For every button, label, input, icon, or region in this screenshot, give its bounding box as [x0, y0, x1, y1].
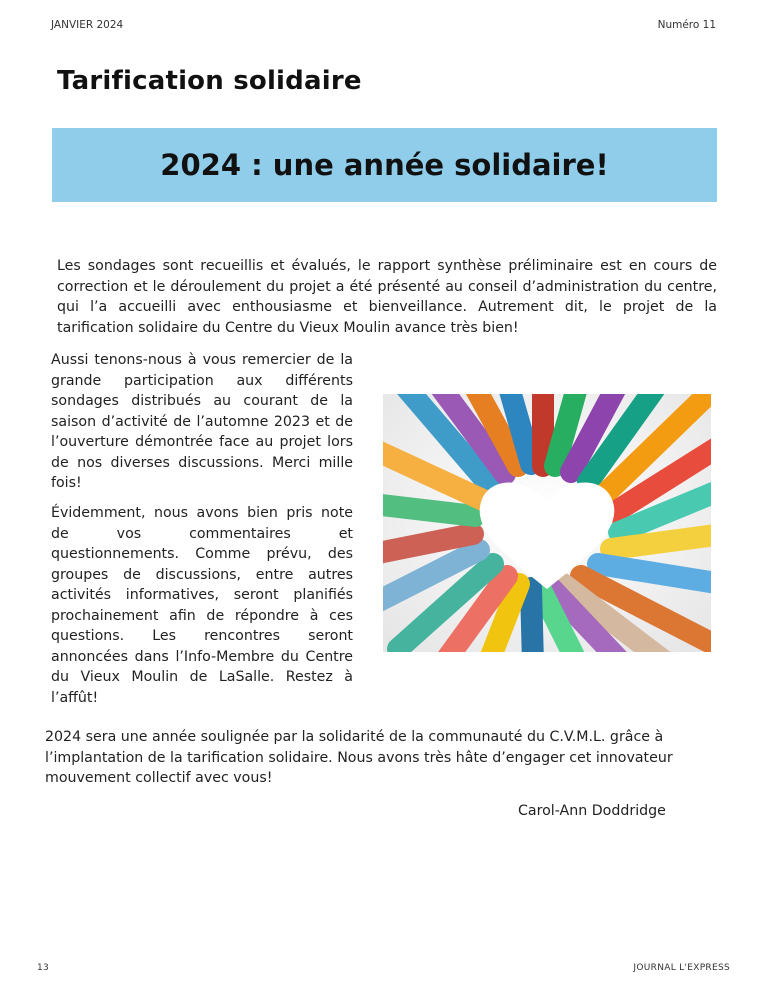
author-signature: Carol-Ann Doddridge: [518, 803, 666, 819]
feedback-paragraph: Évidemment, nous avons bien pris note de vos commentaires et questionnements. Comme prévu, des groupes de discussions, entre autres activités informatives, seront planifiés prochainement afin de répondre à ces questions. Les rencontres seront annoncées dans l’Info-Membre du Centre du Vieux Moulin de LaSalle. Restez à l’affût!: [51, 505, 353, 706]
article-title: Tarification solidaire: [57, 66, 362, 96]
publication-name: JOURNAL L'EXPRESS: [633, 963, 730, 973]
intro-paragraph: Les sondages sont recueillis et évalués, le rapport synthèse préliminaire est en cours de correction et le déroulement du projet a été présenté au conseil d’administration du centre, qui l’a accueilli avec enthousiasme et bienveillance. Autrement dit, le projet de la tarification solidaire du Centre du Vieux Moulin avance très bien!: [57, 258, 717, 336]
page-number: 13: [37, 963, 50, 973]
closing-paragraph: 2024 sera une année soulignée par la solidarité de la communauté du C.V.M.L. grâce à l’implantation de la tarification solidaire. Nous avons très hâte d’engager cet innovateur mouvement collectif avec vous!: [45, 729, 673, 786]
hands-heart-illustration: [383, 394, 711, 652]
thanks-paragraph: Aussi tenons-nous à vous remercier de la grande participation aux différents sondages distribués au courant de la saison d’activité de l’automne 2023 et de l’ouverture démontrée face au projet lors de nos diverses discussions. Merci mille fois!: [51, 352, 353, 491]
header-date: JANVIER 2024: [51, 19, 124, 31]
header-issue-number: Numéro 11: [657, 19, 716, 31]
headline-banner: [52, 128, 717, 202]
hands-heart-image: [383, 394, 711, 652]
headline-text: 2024 : une année solidaire!: [160, 148, 609, 182]
